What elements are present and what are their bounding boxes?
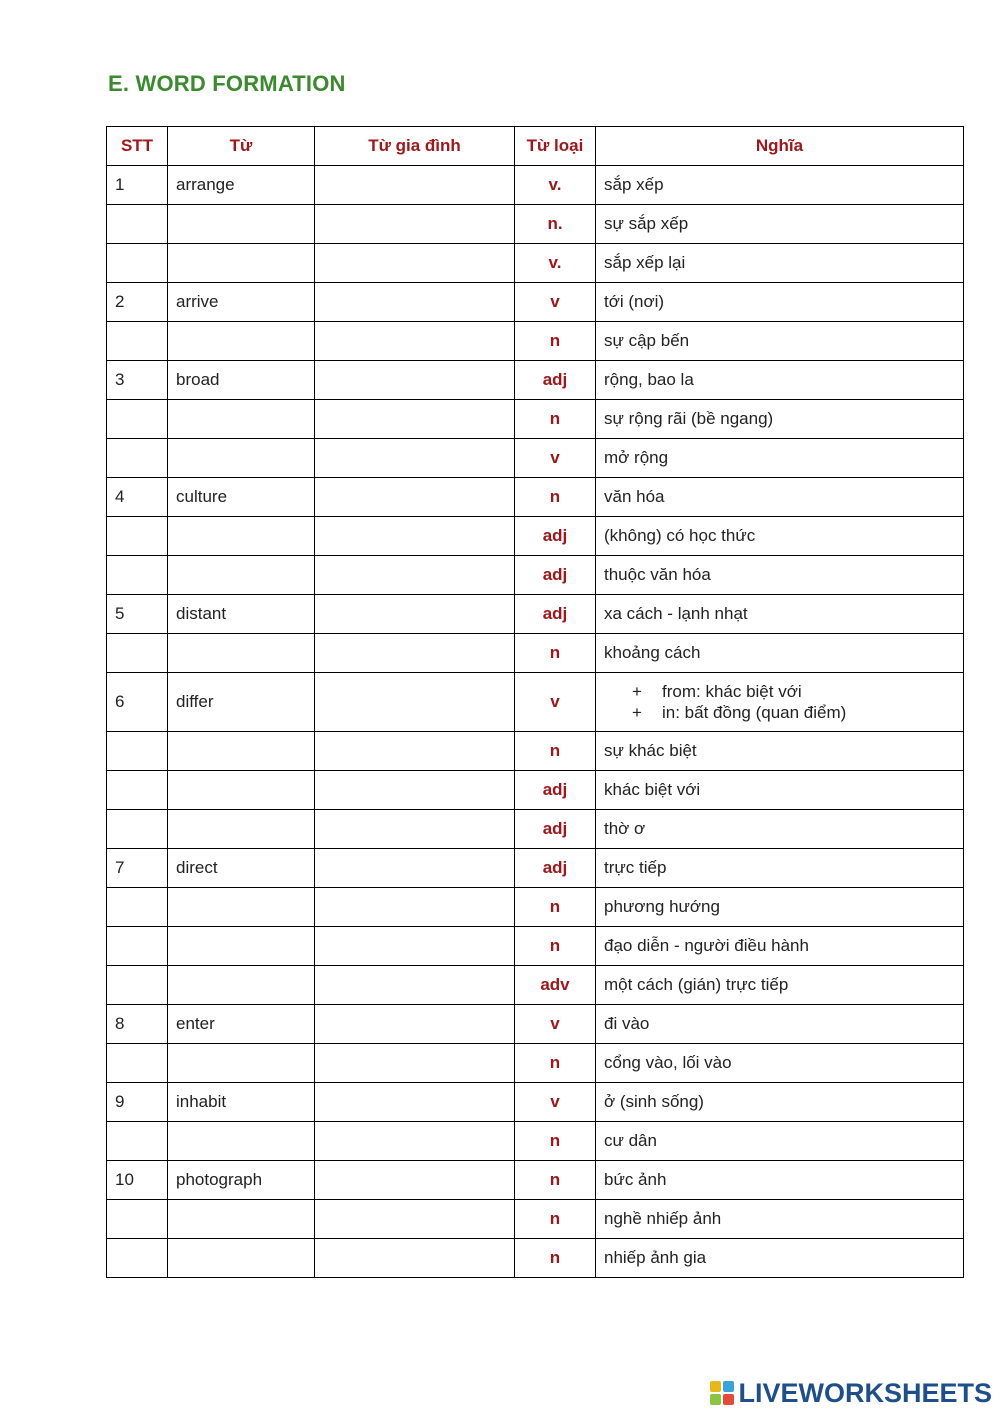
cell-part-of-speech: v. [515,244,596,283]
table-row [107,556,964,595]
cell-meaning: sự rộng rãi (bề ngang) [596,400,964,439]
cell-meaning: đạo diễn - người điều hành [596,927,964,966]
cell-word: distant [168,595,315,634]
cell-word-family [315,400,515,439]
cell-word-family [315,732,515,771]
cell-stt [107,1044,168,1083]
cell-meaning: phương hướng [596,888,964,927]
table-row [107,673,964,732]
logo-square [710,1394,721,1405]
cell-part-of-speech: n. [515,205,596,244]
table-row [107,439,964,478]
cell-word-family [315,361,515,400]
cell-stt: 1 [107,166,168,205]
cell-word-family [315,595,515,634]
cell-word [168,810,315,849]
header-stt: STT [107,127,168,166]
table-row [107,888,964,927]
cell-word: arrive [168,283,315,322]
cell-part-of-speech: adj [515,361,596,400]
header-word-family: Từ gia đình [315,127,515,166]
cell-word-family [315,244,515,283]
cell-part-of-speech: n [515,322,596,361]
cell-word [168,888,315,927]
cell-word: enter [168,1005,315,1044]
cell-word [168,1122,315,1161]
table-row [107,849,964,888]
table-row [107,322,964,361]
table-row [107,283,964,322]
cell-word-family [315,1161,515,1200]
cell-word-family [315,283,515,322]
cell-part-of-speech: n [515,1044,596,1083]
table-row [107,1005,964,1044]
cell-stt [107,634,168,673]
cell-meaning: cư dân [596,1122,964,1161]
cell-word-family [315,1239,515,1278]
table-row [107,927,964,966]
table-row [107,595,964,634]
cell-word-family [315,927,515,966]
cell-word-family [315,1044,515,1083]
cell-word: photograph [168,1161,315,1200]
table-body [107,166,964,1278]
table-row [107,966,964,1005]
table-row [107,205,964,244]
table-row [107,517,964,556]
logo-text: LIVEWORKSHEETS [738,1377,992,1408]
cell-stt [107,400,168,439]
table-row [107,1044,964,1083]
cell-meaning: nghề nhiếp ảnh [596,1200,964,1239]
bullet-text: in: bất đồng (quan điểm) [662,703,847,722]
cell-part-of-speech: adj [515,595,596,634]
cell-meaning: thuộc văn hóa [596,556,964,595]
cell-part-of-speech: adv [515,966,596,1005]
cell-part-of-speech: adj [515,771,596,810]
cell-meaning: rộng, bao la [596,361,964,400]
cell-word-family [315,634,515,673]
table-header-row [107,127,964,166]
cell-stt: 6 [107,673,168,732]
meaning-bullet [604,702,955,723]
cell-stt: 3 [107,361,168,400]
bullet-text: from: khác biệt với [662,682,802,701]
cell-meaning: khác biệt với [596,771,964,810]
meaning-bullet [604,681,955,702]
table-row [107,244,964,283]
liveworksheets-logo [710,1376,992,1410]
cell-word: differ [168,673,315,732]
cell-word: culture [168,478,315,517]
cell-meaning: thờ ơ [596,810,964,849]
table-row [107,732,964,771]
cell-word [168,400,315,439]
cell-word [168,1239,315,1278]
cell-stt: 4 [107,478,168,517]
cell-meaning: nhiếp ảnh gia [596,1239,964,1278]
cell-meaning: cổng vào, lối vào [596,1044,964,1083]
cell-word [168,927,315,966]
logo-square [723,1394,734,1405]
cell-word [168,322,315,361]
table-row [107,400,964,439]
cell-word-family [315,673,515,732]
cell-stt [107,771,168,810]
table-row [107,1122,964,1161]
cell-word [168,1200,315,1239]
cell-word [168,732,315,771]
cell-word-family [315,1083,515,1122]
cell-word [168,771,315,810]
cell-meaning: trực tiếp [596,849,964,888]
cell-part-of-speech: n [515,1122,596,1161]
cell-stt [107,1200,168,1239]
cell-word-family [315,556,515,595]
cell-meaning: xa cách - lạnh nhạt [596,595,964,634]
bullet-mark: + [632,703,642,722]
cell-word-family [315,849,515,888]
cell-word-family [315,1122,515,1161]
table-row [107,1161,964,1200]
cell-stt: 10 [107,1161,168,1200]
cell-stt [107,322,168,361]
cell-word-family [315,1200,515,1239]
cell-stt: 2 [107,283,168,322]
cell-word: direct [168,849,315,888]
header-meaning: Nghĩa [596,127,964,166]
cell-meaning: (không) có học thức [596,517,964,556]
cell-word-family [315,888,515,927]
cell-stt [107,810,168,849]
cell-stt [107,244,168,283]
cell-word-family [315,166,515,205]
cell-part-of-speech: adj [515,556,596,595]
table-row [107,478,964,517]
cell-part-of-speech: v [515,1005,596,1044]
cell-word-family [315,517,515,556]
cell-word [168,244,315,283]
cell-stt: 7 [107,849,168,888]
word-formation-table [106,126,964,1278]
cell-part-of-speech: adj [515,517,596,556]
table-row [107,771,964,810]
cell-meaning: khoảng cách [596,634,964,673]
cell-meaning: tới (nơi) [596,283,964,322]
cell-part-of-speech: n [515,400,596,439]
header-word: Từ [168,127,315,166]
cell-word-family [315,810,515,849]
cell-meaning: văn hóa [596,478,964,517]
cell-meaning: sắp xếp [596,166,964,205]
cell-word [168,1044,315,1083]
cell-meaning [596,673,964,732]
cell-stt: 5 [107,595,168,634]
cell-part-of-speech: n [515,732,596,771]
cell-part-of-speech: v [515,283,596,322]
cell-word-family [315,205,515,244]
cell-part-of-speech: n [515,634,596,673]
cell-stt [107,888,168,927]
cell-meaning: đi vào [596,1005,964,1044]
table-row [107,166,964,205]
cell-stt [107,205,168,244]
cell-part-of-speech: v [515,439,596,478]
cell-part-of-speech: n [515,478,596,517]
cell-meaning: sự khác biệt [596,732,964,771]
cell-stt [107,517,168,556]
cell-part-of-speech: n [515,1161,596,1200]
cell-meaning: ở (sinh sống) [596,1083,964,1122]
cell-word [168,439,315,478]
cell-word: inhabit [168,1083,315,1122]
cell-meaning: sắp xếp lại [596,244,964,283]
cell-stt [107,439,168,478]
cell-stt [107,732,168,771]
cell-part-of-speech: n [515,888,596,927]
table-row [107,1200,964,1239]
cell-word-family [315,771,515,810]
table-row [107,810,964,849]
cell-part-of-speech: v [515,1083,596,1122]
cell-meaning: sự sắp xếp [596,205,964,244]
cell-stt [107,1122,168,1161]
cell-stt: 9 [107,1083,168,1122]
cell-part-of-speech: adj [515,849,596,888]
cell-word-family [315,322,515,361]
cell-word [168,205,315,244]
liveworksheets-logo-icon [710,1381,734,1405]
cell-stt [107,927,168,966]
cell-meaning: mở rộng [596,439,964,478]
cell-part-of-speech: v [515,673,596,732]
cell-part-of-speech: n [515,1200,596,1239]
header-part-of-speech: Từ loại [515,127,596,166]
table-row [107,634,964,673]
cell-word-family [315,478,515,517]
cell-word-family [315,439,515,478]
table-row [107,1083,964,1122]
cell-part-of-speech: n [515,1239,596,1278]
cell-part-of-speech: adj [515,810,596,849]
logo-square [723,1381,734,1392]
cell-part-of-speech: n [515,927,596,966]
table-row [107,361,964,400]
cell-word: broad [168,361,315,400]
logo-square [710,1381,721,1392]
cell-meaning: bức ảnh [596,1161,964,1200]
cell-stt: 8 [107,1005,168,1044]
cell-word: arrange [168,166,315,205]
cell-word [168,556,315,595]
cell-word-family [315,966,515,1005]
cell-part-of-speech: v. [515,166,596,205]
cell-stt [107,556,168,595]
cell-meaning: sự cập bến [596,322,964,361]
cell-stt [107,966,168,1005]
table-row [107,1239,964,1278]
cell-word [168,634,315,673]
bullet-mark: + [632,682,642,701]
section-title: E. WORD FORMATION [108,71,346,96]
cell-word [168,966,315,1005]
cell-word [168,517,315,556]
cell-word-family [315,1005,515,1044]
cell-stt [107,1239,168,1278]
cell-meaning: một cách (gián) trực tiếp [596,966,964,1005]
